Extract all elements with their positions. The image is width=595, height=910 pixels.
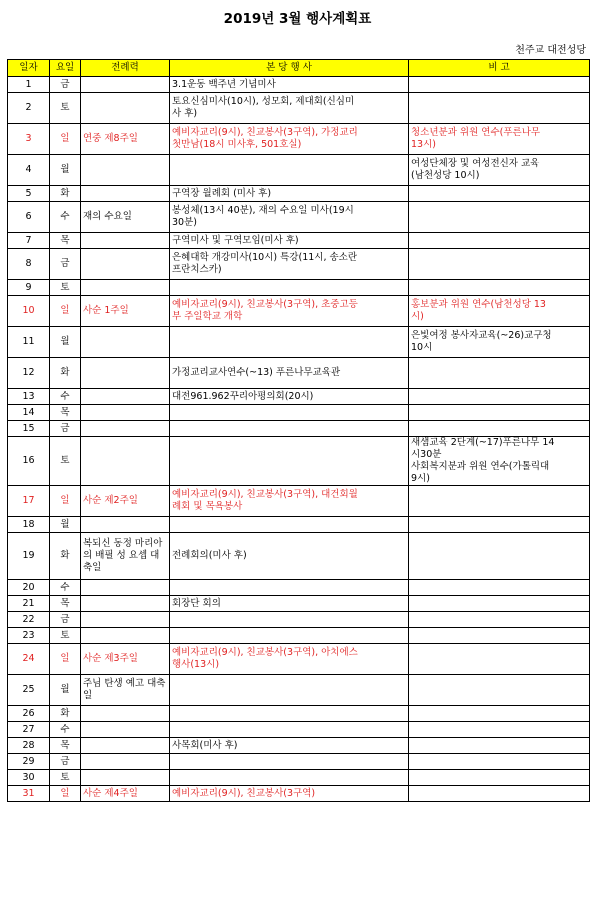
cell-liturgy [81,628,170,644]
cell-liturgy [81,738,170,754]
cell-day: 7 [8,233,50,249]
cell-events [170,405,409,421]
cell-liturgy [81,596,170,612]
cell-day: 4 [8,155,50,186]
cell-day: 16 [8,437,50,486]
cell-events [170,249,409,280]
cell-notes [409,580,590,596]
cell-notes-line: (남천성당 10시) [411,170,480,181]
cell-events [170,280,409,296]
cell-events-line: 봉성체(13시 40분), 재의 수요일 미사(19시 [172,205,354,216]
table-row [8,327,590,358]
cell-liturgy [81,405,170,421]
cell-notes [409,628,590,644]
cell-weekday: 수 [50,580,81,596]
cell-weekday: 금 [50,754,81,770]
cell-events [170,124,409,155]
cell-weekday: 화 [50,186,81,202]
table-row [8,358,590,389]
cell-day: 29 [8,754,50,770]
cell-liturgy [81,580,170,596]
cell-weekday: 수 [50,202,81,233]
cell-events-line: 3.1운동 백주년 기념미사 [172,78,276,90]
cell-events [170,706,409,722]
cell-notes-line: 여성단체장 및 여성전신자 교육 [411,158,540,169]
cell-weekday: 수 [50,722,81,738]
cell-weekday: 화 [50,533,81,580]
cell-notes [409,77,590,93]
cell-day: 27 [8,722,50,738]
cell-events [170,628,409,644]
cell-liturgy [81,249,170,280]
cell-notes [409,202,590,233]
cell-weekday: 목 [50,405,81,421]
cell-liturgy [81,722,170,738]
table-row [8,738,590,754]
cell-weekday: 수 [50,389,81,405]
cell-notes [409,124,590,155]
table-row [8,93,590,124]
cell-day: 28 [8,738,50,754]
cell-weekday: 토 [50,770,81,786]
cell-notes [409,706,590,722]
table-row [8,437,590,486]
cell-events [170,722,409,738]
cell-events-line: 첫만남(18시 미사후, 501호실) [172,139,302,150]
table-row [8,296,590,327]
page-title: 2019년 3월 행사계획표 [223,11,372,27]
table-row [8,675,590,706]
cell-events [170,327,409,358]
cell-weekday: 화 [50,358,81,389]
cell-liturgy [81,233,170,249]
cell-notes [409,389,590,405]
header-liturgy: 전례력 [81,60,170,77]
cell-liturgy [81,612,170,628]
cell-weekday: 월 [50,675,81,706]
cell-day: 2 [8,93,50,124]
table-row [8,389,590,405]
cell-events [170,389,409,405]
cell-notes-line: 새샘교육 2단계(~17)푸른나무 14 [411,437,555,448]
cell-events [170,738,409,754]
cell-weekday: 금 [50,421,81,437]
cell-events-line: 프란치스카) [172,264,222,275]
cell-notes [409,612,590,628]
cell-events-line: 예비자교리(9시), 친교봉사(3구역), 가정교리 [172,127,358,138]
cell-events-line: 회장단 회의 [172,597,221,609]
cell-events-line: 구역장 월례회 (미사 후) [172,187,272,199]
cell-day: 9 [8,280,50,296]
cell-notes-line: 9시) [411,473,430,484]
cell-notes [409,280,590,296]
cell-liturgy [81,93,170,124]
cell-notes-line: 시) [411,311,424,322]
cell-events-line: 가정교리교사연수(~13) 푸른나무교육관 [172,367,341,378]
cell-notes-line: 사회복지분과 위원 연수(가톨릭대 [411,461,550,472]
cell-liturgy [81,770,170,786]
cell-notes [409,186,590,202]
cell-events [170,596,409,612]
cell-weekday: 토 [50,93,81,124]
cell-weekday: 목 [50,738,81,754]
cell-notes [409,517,590,533]
cell-weekday: 토 [50,628,81,644]
cell-events [170,786,409,802]
cell-weekday: 화 [50,706,81,722]
header-row [8,60,590,77]
cell-events [170,754,409,770]
header-notes: 비 고 [409,60,590,77]
table-row [8,280,590,296]
cell-events [170,770,409,786]
cell-events-line: 예비자교리(9시), 친교봉사(3구역), 대건회월 [172,489,358,500]
cell-notes [409,405,590,421]
cell-events [170,155,409,186]
cell-notes [409,421,590,437]
cell-liturgy: 연중 제8주일 [81,124,170,155]
cell-weekday: 목 [50,596,81,612]
cell-liturgy [81,754,170,770]
cell-day: 6 [8,202,50,233]
table-row [8,124,590,155]
table-row [8,186,590,202]
cell-liturgy [81,706,170,722]
table-row [8,533,590,580]
cell-weekday: 월 [50,327,81,358]
cell-day: 21 [8,596,50,612]
table-row [8,405,590,421]
cell-day: 26 [8,706,50,722]
cell-events [170,612,409,628]
cell-events [170,77,409,93]
schedule-table [7,59,590,802]
cell-events [170,486,409,517]
cell-day: 10 [8,296,50,327]
cell-liturgy [81,280,170,296]
cell-events [170,517,409,533]
cell-liturgy [81,186,170,202]
table-row [8,202,590,233]
cell-weekday: 월 [50,517,81,533]
cell-events-line: 30분) [172,217,197,228]
cell-weekday: 토 [50,437,81,486]
cell-events-line: 부 주일학교 개학 [172,311,243,322]
cell-weekday: 일 [50,644,81,675]
cell-events-line: 행사(13시) [172,659,220,670]
cell-day: 11 [8,327,50,358]
table-row [8,612,590,628]
cell-events [170,421,409,437]
cell-liturgy: 주님 탄생 예고 대축일 [81,675,170,706]
table-row [8,486,590,517]
cell-day: 31 [8,786,50,802]
cell-liturgy [81,358,170,389]
cell-liturgy [81,421,170,437]
table-row [8,722,590,738]
cell-liturgy: 사순 제2주일 [81,486,170,517]
table-row [8,155,590,186]
cell-notes [409,596,590,612]
cell-notes [409,155,590,186]
cell-events-line: 토요신심미사(10시), 성모회, 제대회(신심미 [172,96,355,107]
cell-day: 24 [8,644,50,675]
cell-weekday: 금 [50,77,81,93]
cell-weekday: 목 [50,233,81,249]
cell-events [170,437,409,486]
cell-liturgy [81,517,170,533]
table-row [8,754,590,770]
cell-notes [409,738,590,754]
cell-liturgy: 사순 제3주일 [81,644,170,675]
table-row [8,770,590,786]
cell-notes [409,533,590,580]
cell-weekday: 일 [50,486,81,517]
cell-notes [409,249,590,280]
cell-notes [409,675,590,706]
table-row [8,77,590,93]
cell-events-line: 례회 및 목욕봉사 [172,501,243,512]
cell-notes [409,296,590,327]
cell-liturgy: 사순 제4주일 [81,786,170,802]
cell-weekday: 일 [50,296,81,327]
table-row [8,644,590,675]
cell-day: 13 [8,389,50,405]
cell-notes [409,722,590,738]
cell-events [170,580,409,596]
cell-weekday: 금 [50,249,81,280]
table-row [8,580,590,596]
parish-name: 천주교 대전성당 [515,45,586,56]
cell-notes [409,486,590,517]
cell-events-line: 예비자교리(9시), 친교봉사(3구역), 초중고등 [172,299,358,310]
cell-day: 5 [8,186,50,202]
cell-events-line: 구역미사 및 구역모임(미사 후) [172,234,299,246]
cell-notes [409,93,590,124]
cell-day: 14 [8,405,50,421]
cell-notes [409,786,590,802]
cell-day: 22 [8,612,50,628]
table-row [8,596,590,612]
header-day: 일자 [8,60,50,77]
table-row [8,421,590,437]
cell-events [170,186,409,202]
table-row [8,517,590,533]
cell-notes [409,233,590,249]
cell-liturgy [81,155,170,186]
cell-events-line: 예비자교리(9시), 친교봉사(3구역), 아치에스 [172,647,358,658]
cell-weekday: 토 [50,280,81,296]
cell-weekday: 금 [50,612,81,628]
cell-day: 3 [8,124,50,155]
table-row [8,249,590,280]
cell-notes-line: 청소년분과 위원 연수(푸른나무 [411,127,541,138]
cell-day: 1 [8,77,50,93]
cell-events-line: 대전961.962꾸리아평의회(20시) [172,390,314,402]
cell-notes [409,644,590,675]
cell-day: 8 [8,249,50,280]
cell-liturgy [81,77,170,93]
cell-events [170,233,409,249]
cell-liturgy: 복되신 동정 마리아의 배필 성 요셉 대축일 [81,533,170,580]
cell-notes [409,770,590,786]
cell-notes-line: 시30분 [411,449,442,460]
cell-weekday: 월 [50,155,81,186]
cell-liturgy [81,389,170,405]
table-row [8,233,590,249]
table-row [8,786,590,802]
cell-events [170,93,409,124]
cell-day: 12 [8,358,50,389]
cell-liturgy: 재의 수요일 [81,202,170,233]
cell-events [170,675,409,706]
cell-liturgy [81,327,170,358]
cell-events [170,644,409,675]
cell-events-line: 사 후) [172,108,198,119]
cell-events [170,296,409,327]
cell-weekday: 일 [50,124,81,155]
table-row [8,628,590,644]
cell-notes [409,327,590,358]
cell-day: 23 [8,628,50,644]
cell-day: 17 [8,486,50,517]
cell-day: 20 [8,580,50,596]
header-events: 본 당 행 사 [170,60,409,77]
cell-notes [409,358,590,389]
cell-events-line: 은혜대학 개강미사(10시) 특강(11시, 송소란 [172,252,358,263]
cell-day: 18 [8,517,50,533]
cell-weekday: 일 [50,786,81,802]
cell-events-line: 예비자교리(9시), 친교봉사(3구역) [172,787,316,799]
cell-notes-line: 13시) [411,139,436,150]
cell-liturgy [81,437,170,486]
cell-notes [409,754,590,770]
cell-events [170,533,409,580]
cell-notes-line: 홍보분과 위원 연수(남천성당 13 [411,299,546,310]
cell-notes-line: 10시 [411,342,433,353]
cell-liturgy: 사순 1주일 [81,296,170,327]
cell-day: 25 [8,675,50,706]
cell-events-line: 사목회(미사 후) [172,739,238,751]
cell-notes-line: 은빛여정 봉사자교육(~26)교구청 [411,330,552,341]
table-row [8,706,590,722]
cell-events [170,202,409,233]
cell-day: 30 [8,770,50,786]
cell-day: 15 [8,421,50,437]
cell-notes [409,437,590,486]
cell-day: 19 [8,533,50,580]
header-weekday: 요일 [50,60,81,77]
cell-events [170,358,409,389]
cell-events-line: 전례회의(미사 후) [172,550,247,561]
